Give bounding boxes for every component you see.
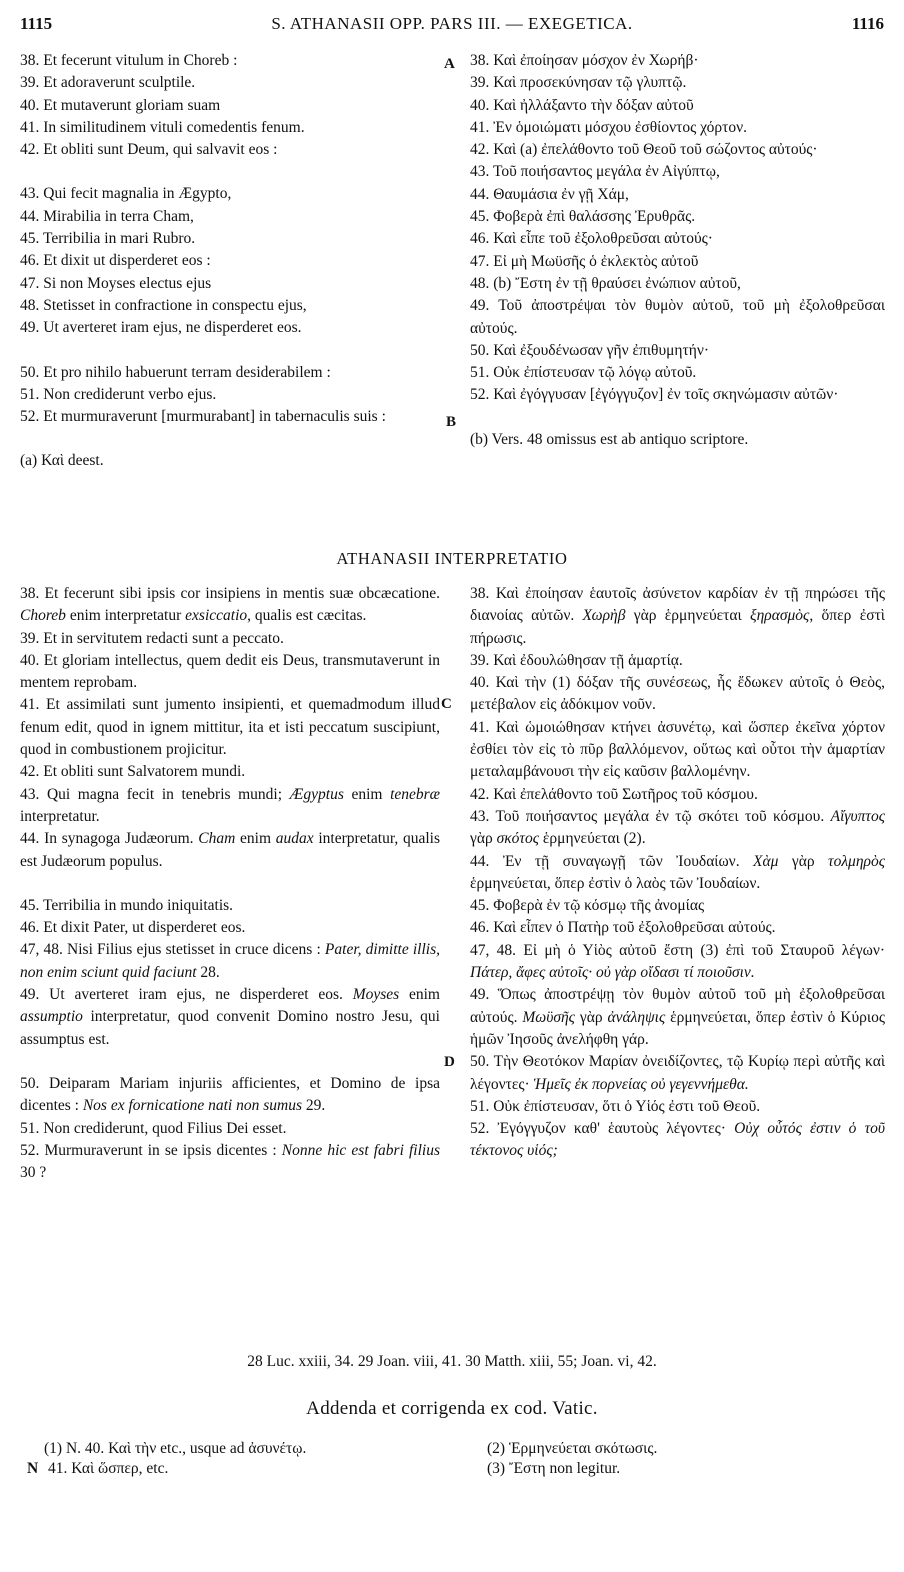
latin-verse: 46. Et dixit ut disperderet eos : [20, 252, 211, 270]
latin-verse: 51. Non crediderunt verbo ejus. [20, 385, 217, 403]
section-title: ATHANASII INTERPRETATIO [336, 549, 568, 568]
latin-paragraph: 47, 48. Nisi Filius ejus stetisset in cruce dicens : Pater, dimitte illis, non enim sciunt quid faciunt 28. [20, 941, 440, 981]
latin-paragraph: 44. In synagoga Judæorum. Cham enim audax interpretatur, qualis est Judæorum populus. [20, 830, 440, 870]
greek-paragraph: 46. Καὶ εἶπεν ὁ Πατὴρ τοῦ ἐξολοθρεῦσαι αὐτούς. [470, 919, 776, 937]
page-header [0, 14, 904, 38]
latin-paragraph: 43. Qui magna fecit in tenebris mundi; Ægyptus enim tenebræ interpretatur. [20, 785, 440, 825]
margin-marker-b: B [446, 414, 457, 430]
greek-paragraph: 51. Οὐκ ἐπίστευσαν, ὅτι ὁ Υἱός ἐστι τοῦ Θεοῦ. [470, 1097, 761, 1115]
greek-verse: 41. Ἐν ὁμοιώματι μόσχου ἐσθίοντος χόρτον. [470, 118, 747, 136]
margin-marker-d: D [444, 1054, 455, 1070]
greek-paragraph: 39. Καὶ ἐδουλώθησαν τῇ ἁμαρτίᾳ. [470, 651, 683, 669]
greek-verse: 50. Καὶ ἐξουδένωσαν γῆν ἐπιθυμητήν· [470, 341, 710, 359]
scripture-footnotes: 28 Luc. xxiii, 34. 29 Joan. viii, 41. 30 Matth. xiii, 55; Joan. vi, 42. [247, 1353, 657, 1370]
greek-paragraph: 49. Ὅπως ἀποστρέψῃ τὸν θυμὸν αὐτοῦ τοῦ μὴ ἐξολοθρεῦσαι αὐτούς. Μωϋσῆς γὰρ ἀνάληψις ἑρμηνεύεται, ὅπερ ἐστὶν ὁ Κύριος ἡμῶν Ἰησοῦς ἀνελήφθη γάρ. [470, 986, 885, 1048]
margin-marker-a: A [444, 56, 455, 72]
footnote-a: (a) Καὶ deest. [20, 452, 104, 470]
latin-paragraph: 51. Non crediderunt, quod Filius Dei esset. [20, 1119, 287, 1137]
latin-paragraph: 46. Et dixit Pater, ut disperderet eos. [20, 919, 246, 937]
latin-verse: 43. Qui fecit magnalia in Ægypto, [20, 185, 232, 203]
latin-paragraph: 49. Ut averteret iram ejus, ne disperderet eos. Moyses enim assumptio interpretatur, quod convenit Domino nostro Jesu, qui assumptus est. [20, 986, 440, 1048]
greek-verse: 47. Εἰ μὴ Μωϋσῆς ὁ ἐκλεκτὸς αὐτοῦ [470, 252, 699, 270]
latin-paragraph: 41. Et assimilati sunt jumento insipienti, et quemadmodum illud fenum edit, quod in ignem mittitur, ita et isti peccatum suscipiunt, quod in combustionem projicitur. [20, 696, 440, 759]
greek-paragraph: 52. Ἐγόγγυζον καθ' ἑαυτοὺς λέγοντες· Οὐχ οὗτός ἐστιν ὁ τοῦ τέκτονος υἱός; [470, 1120, 885, 1160]
addenda-title: Addenda et corrigenda ex cod. Vatic. [306, 1398, 598, 1419]
greek-paragraph: 45. Φοβερὰ ἐν τῷ κόσμῳ τῆς ἀνομίας [470, 897, 705, 915]
latin-paragraph: 45. Terribilia in mundo iniquitatis. [20, 896, 234, 914]
greek-verse: 43. Τοῦ ποιήσαντος μεγάλα ἐν Αἰγύπτῳ, [470, 163, 720, 181]
greek-verse: 40. Καὶ ἠλλάξαντο τὴν δόξαν αὐτοῦ [470, 96, 694, 114]
latin-verse: 38. Et fecerunt vitulum in Choreb : [20, 52, 238, 69]
page-number-left: 1115 [20, 14, 53, 33]
greek-verse: 38. Καὶ ἐποίησαν μόσχον ἐν Χωρήβ· [470, 52, 699, 69]
latin-verse: 49. Ut averteret iram ejus, ne disperderet eos. [20, 319, 302, 337]
latin-paragraph: 38. Et fecerunt sibi ipsis cor insipiens in mentis suæ obcæcatione. Choreb enim interpretatur exsiccatio, qualis est cæcitas. [20, 585, 440, 625]
greek-paragraph: 40. Καὶ τὴν (1) δόξαν τῆς συνέσεως, ἧς ἔδωκεν αὐτοῖς ὁ Θεὸς, μετέβαλον εἰς ἀδόκιμον νοῦν. [470, 674, 885, 714]
addenda-note-3: (3) Ἔστη non legitur. [487, 1460, 621, 1477]
greek-paragraph: 43. Τοῦ ποιήσαντος μεγάλα ἐν τῷ σκότει τοῦ κόσμου. Αἴγυπτος γὰρ σκότος ἑρμηνεύεται (2). [470, 807, 885, 848]
latin-paragraph: 39. Et in servitutem redacti sunt a peccato. [20, 629, 284, 647]
greek-verse: 44. Θαυμάσια ἐν γῇ Χάμ, [470, 185, 629, 203]
margin-marker-n: N [27, 1460, 39, 1477]
latin-paragraph: 50. Deiparam Mariam injuriis afficientes, et Domino de ipsa dicentes : Nos ex fornicatione nati non sumus 29. [20, 1074, 440, 1115]
latin-verse: 45. Terribilia in mari Rubro. [20, 230, 196, 248]
greek-psalm-column [470, 50, 885, 451]
greek-paragraph: 50. Τὴν Θεοτόκον Μαρίαν ὀνειδίζοντες, τῷ Κυρίῳ περὶ αὐτῆς καὶ λέγοντες· Ἡμεῖς ἐκ πορνείας οὐ γεγεννήμεθα. [470, 1053, 885, 1093]
latin-paragraph: 42. Et obliti sunt Salvatorem mundi. [20, 763, 246, 781]
latin-verse: 42. Et obliti sunt Deum, qui salvavit eos : [20, 141, 278, 159]
running-title: S. ATHANASII OPP. PARS III. — EXEGETICA. [271, 14, 633, 33]
latin-psalm-column [20, 50, 440, 473]
greek-verse: 45. Φοβερὰ ἐπὶ θαλάσσης Ἐρυθρᾶς. [470, 208, 696, 226]
greek-verse: 49. Τοῦ ἀποστρέψαι τὸν θυμὸν αὐτοῦ, τοῦ μὴ ἐξολοθρεῦσαι αὐτούς. [470, 297, 885, 337]
greek-paragraph: 38. Καὶ ἐποίησαν ἑαυτοῖς ἀσύνετον καρδίαν ἐν τῇ πηρώσει τῆς διανοίας αὐτῶν. Χωρὴβ γὰρ ἑρμηνεύεται ξηρασμὸς, ὅπερ ἐστὶ πήρωσις. [470, 585, 885, 647]
greek-verse: 51. Οὐκ ἐπίστευσαν τῷ λόγῳ αὐτοῦ. [470, 364, 697, 382]
latin-verse: 44. Mirabilia in terra Cham, [20, 207, 194, 225]
greek-verse: 48. (b) Ἔστη ἐν τῇ θραύσει ἐνώπιον αὐτοῦ, [470, 274, 741, 292]
latin-verse: 50. Et pro nihilo habuerunt terram desiderabilem : [20, 363, 331, 381]
greek-paragraph: 47, 48. Εἰ μὴ ὁ Υἱὸς αὐτοῦ ἔστη (3) ἐπὶ τοῦ Σταυροῦ λέγων· Πάτερ, ἄφες αὐτοῖς· οὐ γὰρ οἴδασι τί ποιοῦσιν. [470, 941, 885, 982]
greek-verse: 46. Καὶ εἶπε τοῦ ἐξολοθρεῦσαι αὐτούς· [470, 230, 713, 248]
latin-verse: 48. Stetisset in confractione in conspectu ejus, [20, 296, 307, 314]
greek-paragraph: 42. Καὶ ἐπελάθοντο τοῦ Σωτῆρος τοῦ κόσμου. [470, 785, 758, 803]
greek-verse: 52. Καὶ ἐγόγγυσαν [ἐγόγγυζον] ἐν τοῖς σκηνώμασιν αὐτῶν· [470, 386, 839, 404]
latin-verse: 41. In similitudinem vituli comedentis fenum. [20, 118, 305, 136]
margin-marker-c: C [441, 696, 452, 712]
page-number-right: 1116 [851, 14, 884, 33]
greek-paragraph: 41. Καὶ ὡμοιώθησαν κτήνει ἀσυνέτῳ, καὶ ὥσπερ ἐκεῖνα χόρτον ἐσθίει τὸν εἰς τὸ πῦρ βαλλόμενον, οὕτως καὶ οὗτοι τὴν ἁμαρτίαν μεταλαμβάνουσι τὴν εἰς καῦσιν βαλλομένην. [470, 718, 885, 781]
latin-paragraph: 52. Murmuraverunt in se ipsis dicentes : Nonne hic est fabri filius 30 ? [20, 1141, 440, 1182]
footnote-b: (b) Vers. 48 omissus est ab antiquo scriptore. [470, 430, 749, 448]
latin-verse: 47. Si non Moyses electus ejus [20, 274, 212, 292]
greek-paragraph: 44. Ἐν τῇ συναγωγῇ τῶν Ἰουδαίων. Χὰμ γὰρ τολμηρὸς ἑρμηνεύεται, ὅπερ ἐστὶν ὁ λαὸς τῶν Ἰουδαίων. [470, 852, 885, 892]
addenda-note-1: (1) N. 40. Καὶ τὴν etc., usque ad ἀσυνέτῳ. [44, 1440, 307, 1457]
addenda-note-2: (2) Ἑρμηνεύεται σκότωσις. [487, 1440, 658, 1457]
latin-interpretation-column [20, 583, 440, 1184]
latin-verse: 40. Et mutaverunt gloriam suam [20, 96, 221, 114]
latin-verse: 39. Et adoraverunt sculptile. [20, 74, 196, 92]
addenda-note-1b: 41. Καὶ ὥσπερ, etc. [48, 1460, 169, 1477]
greek-verse: 42. Καὶ (a) ἐπελάθοντο τοῦ Θεοῦ τοῦ σώζοντος αὐτούς· [470, 141, 818, 159]
greek-interpretation-column [470, 583, 885, 1163]
latin-verse: 52. Et murmuraverunt [murmurabant] in tabernaculis suis : [20, 408, 386, 426]
latin-paragraph: 40. Et gloriam intellectus, quem dedit eis Deus, transmutaverunt in mentem reprobam. [20, 651, 440, 692]
greek-verse: 39. Καὶ προσεκύνησαν τῷ γλυπτῷ. [470, 74, 687, 92]
